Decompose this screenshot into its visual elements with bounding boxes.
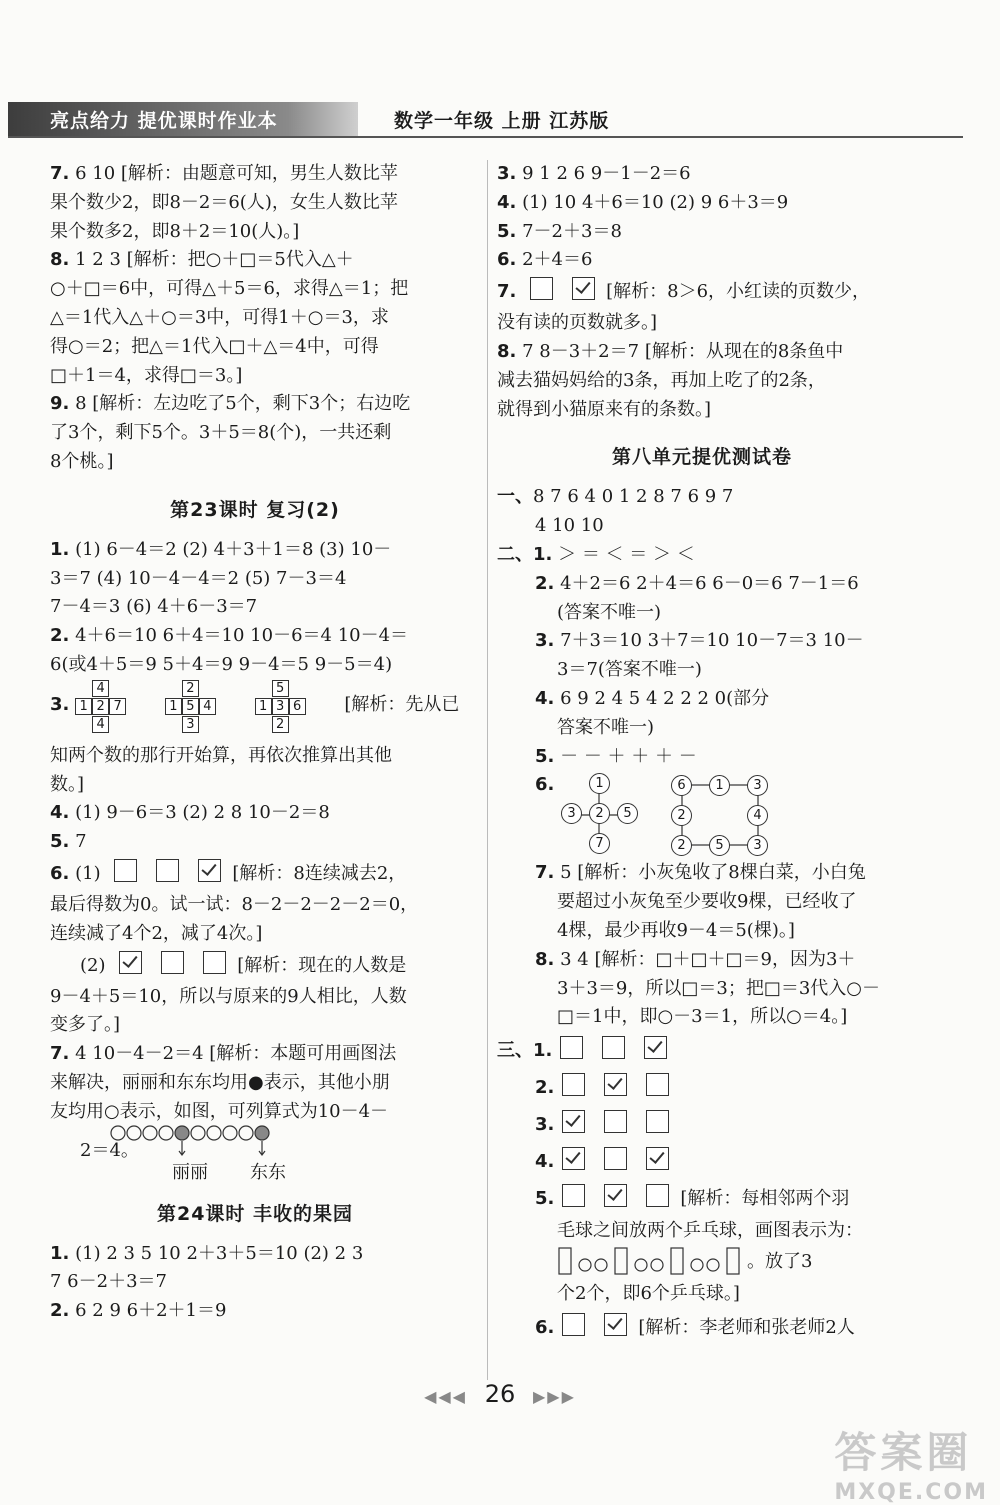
watermark-logo — [834, 1420, 988, 1505]
number-circle: 1 — [589, 773, 610, 794]
grid-cell: 6 — [289, 698, 306, 715]
checked-box — [562, 1147, 585, 1170]
answer-line: (答案不唯一) — [557, 601, 662, 623]
rect — [727, 1248, 739, 1274]
circle — [143, 1126, 157, 1140]
empty-box — [602, 1036, 625, 1059]
rect — [559, 1248, 571, 1274]
subject-title: 数学一年级 上册 江苏版 — [394, 110, 610, 132]
lesson24-answer-2: 2. 6 2 9 6＋2＋1＝9 — [50, 1300, 227, 1322]
section-title-unit-8: 第八单元提优测试卷 — [611, 446, 792, 469]
circles-diagram — [110, 1121, 370, 1175]
checked-box — [604, 1073, 627, 1096]
answer-9: 9. 8 [解析：左边吃了5个，剩下3个；右边吃 — [50, 393, 411, 415]
empty-box — [562, 1184, 585, 1207]
part2-answer-7: 7. 5 [解析：小灰兔收了8棵白菜，小白兔 — [535, 862, 866, 884]
answer-7: 7. [解析：8＞6，小红读的页数少， — [497, 275, 907, 309]
filled-circle — [255, 1126, 269, 1140]
answer-line: 4 10 10 — [535, 515, 604, 537]
answer-line: 6(或4＋5＝9 5＋4＝9 9－4＝5 9－5＝4) — [50, 653, 393, 675]
grid-cell: 5 — [182, 698, 199, 715]
part2-answer-1: 二、1. ＞ ＝ ＜ ＝ ＞ ＜ — [497, 543, 695, 565]
number-circle: 5 — [617, 803, 638, 824]
page-header — [0, 100, 1000, 140]
circle — [159, 1126, 173, 1140]
circle — [691, 1259, 703, 1271]
lesson23-answer-5: 5. 7 — [50, 831, 87, 853]
answer-line: 果个数多2，即8＋2＝10(人)。] — [50, 220, 300, 242]
circle — [651, 1259, 663, 1271]
circle — [595, 1259, 607, 1271]
answer-line: 3＝7 (4) 10－4－4＝2 (5) 7－3＝4 — [50, 567, 347, 589]
section-title-lesson-24: 第24课时 丰收的果园 — [156, 1202, 354, 1225]
answer-line: 8个桃。] — [50, 450, 114, 472]
answer-6: 6. 2＋4＝6 — [497, 249, 593, 271]
answer-line: 变多了。] — [50, 1014, 121, 1036]
grid-cell: 1 — [75, 698, 92, 715]
grid-cell: 2 — [272, 716, 289, 733]
answer-line: 答案不唯一) — [557, 716, 655, 738]
number-circle: 3 — [747, 835, 768, 856]
empty-box — [646, 1184, 669, 1207]
answer-line: 7 6－2＋3＝7 — [50, 1271, 167, 1293]
part2-answer-2: 2. 4＋2＝6 2＋4＝6 6－0＝6 7－1＝6 — [535, 572, 859, 594]
number-circle: 7 — [589, 833, 610, 854]
grid-cell: 2 — [92, 698, 109, 715]
left-column — [50, 160, 460, 1326]
number-circle: 5 — [709, 835, 730, 856]
lesson23-answer-6-part2: (2) [解析：现在的人数是 — [50, 949, 460, 983]
empty-box — [604, 1110, 627, 1133]
filled-circle — [175, 1126, 189, 1140]
cross-grid — [165, 680, 231, 734]
number-circle: 3 — [561, 803, 582, 824]
rect — [615, 1248, 627, 1274]
circle — [207, 1126, 221, 1140]
arrow-right — [259, 1141, 265, 1155]
answer-7: 7. 6 10 [解析：由题意可知，男生人数比苹 — [50, 163, 398, 184]
grid-cell: 4 — [199, 698, 216, 715]
empty-box — [646, 1073, 669, 1096]
part2-answer-8: 8. 3 4 [解析：□＋□＋□＝9，因为3＋ — [535, 948, 856, 970]
empty-box — [562, 1313, 585, 1336]
lesson23-answer-7: 7. 4 10－4－2＝4 [解析：本题可用画图法 — [50, 1043, 397, 1065]
circle — [127, 1126, 141, 1140]
header-rule — [8, 136, 963, 138]
part3-answer-1: 三、1. — [497, 1032, 907, 1069]
part2-answer-5: 5. － － ＋ ＋ ＋ － — [535, 745, 697, 767]
answer-line: □＝1中，即○－3＝1，所以○＝4。] — [557, 1006, 848, 1028]
answer-line: 2＝4。 — [80, 1139, 139, 1161]
part1-answer: 一、8 7 6 4 0 1 2 8 7 6 9 7 — [497, 486, 734, 508]
answer-line: 得○＝2；把△＝1代入□＋△＝4中，可得 — [50, 335, 379, 357]
number-circle: 2 — [589, 803, 610, 824]
shuttlecock-diagram-row — [497, 1246, 907, 1280]
analysis-text: [解析：先从已 — [344, 693, 460, 715]
checked-box — [119, 951, 142, 974]
answer-line: 3＋3＝9，所以□＝3；把□＝3代入○－ — [557, 977, 880, 999]
answer-line: 。放了3 — [747, 1250, 813, 1272]
left-arrows-icon: ◀◀◀ — [424, 1387, 467, 1406]
empty-box — [562, 1073, 585, 1096]
answer-line: 果个数少2，即8－2＝6(人)，女生人数比苹 — [50, 191, 398, 213]
answer-line: 个2个，即6个乒乓球。] — [557, 1282, 740, 1304]
answer-line: 4棵，最少再收9－4＝5(棵)。] — [557, 919, 795, 941]
answer-8: 8. 7 8－3＋2＝7 [解析：从现在的8条鱼中 — [497, 340, 844, 362]
empty-box — [161, 951, 184, 974]
cross-grid — [75, 680, 141, 734]
part3-answer-6: 6. [解析：李老师和张老师2人 — [497, 1309, 907, 1346]
number-circle: 6 — [671, 775, 692, 796]
answer-line: 最后得数为0。试一试：8－2－2－2－2＝0， — [50, 893, 419, 915]
lesson23-answer-1: 1. (1) 6－4＝2 (2) 4＋3＋1＝8 (3) 10－ — [50, 538, 392, 560]
answer-4: 4. (1) 10 4＋6＝10 (2) 9 6＋3＝9 — [497, 191, 789, 213]
answer-line: 数。] — [50, 773, 85, 795]
answer-line: 要超过小灰兔至少要收9棵，已经收了 — [557, 891, 857, 913]
answer-line: 就得到小猫原来有的条数。] — [497, 398, 712, 420]
empty-box — [156, 859, 179, 882]
answer-line: 没有读的页数就多。] — [497, 312, 658, 334]
part3-answer-2: 2. — [497, 1069, 907, 1106]
grid-cell: 3 — [182, 716, 199, 733]
watermark-url: MXQE.COM — [834, 1480, 988, 1505]
circle-diagram-row — [50, 1127, 460, 1181]
number-circle: 3 — [747, 775, 768, 796]
circle — [579, 1259, 591, 1271]
grid-cell: 5 — [272, 680, 289, 697]
circle — [111, 1126, 125, 1140]
part2-answer-4: 4. 6 9 2 4 5 4 2 2 2 0(部分 — [535, 687, 770, 709]
answer-line: ○＋□＝6中，可得△＋5＝6，求得△＝1；把 — [50, 278, 409, 300]
empty-box — [203, 951, 226, 974]
checked-box — [644, 1036, 667, 1059]
lesson23-answer-2: 2. 4＋6＝10 6＋4＝10 10－6＝4 10－4＝ — [50, 625, 409, 647]
answer-line: □＋1＝4，求得□＝3。] — [50, 364, 243, 386]
lesson23-answer-3: 3. 4 1 2 7 4 2 1 5 4 3 5 1 3 6 2 [解析：先从已 — [50, 680, 460, 732]
grid-cell: 1 — [165, 698, 182, 715]
answer-line: 连续减了4个2，减了4次。] — [50, 922, 263, 944]
answer-line: 9－4＋5＝10，所以与原来的9人相比，人数 — [50, 985, 407, 1007]
part3-answer-5: 5. [解析：每相邻两个羽 — [497, 1180, 907, 1217]
checked-box — [604, 1313, 627, 1336]
column-divider — [487, 160, 488, 1380]
answer-line: 知两个数的那行开始算，再依次推算出其他 — [50, 744, 392, 766]
answer-8: 8. 1 2 3 [解析：把○＋□＝5代入△＋ — [50, 249, 354, 271]
empty-box — [604, 1147, 627, 1170]
page-footer — [0, 1380, 1000, 1408]
checked-box — [646, 1147, 669, 1170]
answer-line: 3＝7(答案不唯一) — [557, 659, 702, 681]
right-arrows-icon: ▶▶▶ — [533, 1387, 576, 1406]
lesson23-answer-6: 6. (1) [解析：8连续减去2， — [50, 857, 460, 891]
answer-line: 毛球之间放两个乒乓球，画图表示为： — [557, 1220, 863, 1242]
rect — [671, 1248, 683, 1274]
answer-3: 3. 9 1 2 6 9－1－2＝6 — [497, 163, 691, 184]
checked-box — [604, 1184, 627, 1207]
grid-cell: 7 — [109, 698, 126, 715]
book-title: 亮点给力 提优课时作业本 — [50, 110, 278, 132]
grid-cell: 2 — [182, 680, 199, 697]
cross-grid — [255, 680, 321, 734]
label-dongdong: 东东 — [250, 1161, 286, 1183]
checked-box — [198, 859, 221, 882]
answer-line: 了3个，剩下5个。3＋5＝8(个)，一共还剩 — [50, 422, 392, 444]
part2-answer-6: 6. 1 3 2 5 7 6 1 3 2 4 2 5 3 — [497, 771, 907, 859]
part2-answer-3: 3. 7＋3＝10 3＋7＝10 10－7＝3 10－ — [535, 630, 864, 652]
circle — [191, 1126, 205, 1140]
number-circle: 2 — [671, 835, 692, 856]
number-circle: 2 — [671, 805, 692, 826]
checked-box — [572, 277, 595, 300]
answer-line: 7－4＝3 (6) 4＋6－3＝7 — [50, 596, 258, 618]
empty-box — [530, 277, 553, 300]
answer-line: △＝1代入△＋○＝3中，可得1＋○＝3，求 — [50, 306, 389, 328]
grid-cell: 1 — [255, 698, 272, 715]
answer-line: 友均用○表示，如图，可列算式为10－4－ — [50, 1100, 389, 1122]
empty-box — [114, 859, 137, 882]
circle — [239, 1126, 253, 1140]
arrow-left — [179, 1141, 185, 1155]
circle — [707, 1259, 719, 1271]
number-circle: 1 — [709, 775, 730, 796]
circle — [223, 1126, 237, 1140]
label-lili: 丽丽 — [172, 1161, 208, 1183]
grid-cell: 4 — [92, 680, 109, 697]
watermark-text: 答案圈 — [834, 1428, 973, 1477]
page-number: 26 — [484, 1380, 516, 1408]
answer-line: 来解决，丽丽和东东均用●表示，其他小朋 — [50, 1071, 390, 1093]
part3-answer-3: 3. — [497, 1106, 907, 1143]
grid-cell: 3 — [272, 698, 289, 715]
part3-answer-4: 4. — [497, 1143, 907, 1180]
lesson24-answer-1: 1. (1) 2 3 5 10 2＋3＋5＝10 (2) 2 3 — [50, 1242, 364, 1264]
checked-box — [562, 1110, 585, 1133]
section-title-lesson-23: 第23课时 复习(2) — [170, 498, 340, 521]
right-column — [497, 160, 907, 1346]
grid-cell: 4 — [92, 716, 109, 733]
answer-5: 5. 7－2＋3＝8 — [497, 220, 622, 242]
empty-box — [646, 1110, 669, 1133]
number-circle: 4 — [747, 805, 768, 826]
circle — [635, 1259, 647, 1271]
lesson23-answer-4: 4. (1) 9－6＝3 (2) 2 8 10－2＝8 — [50, 802, 330, 824]
empty-box — [560, 1036, 583, 1059]
answer-line: 减去猫妈妈给的3条，再加上吃了的2条， — [497, 369, 826, 391]
